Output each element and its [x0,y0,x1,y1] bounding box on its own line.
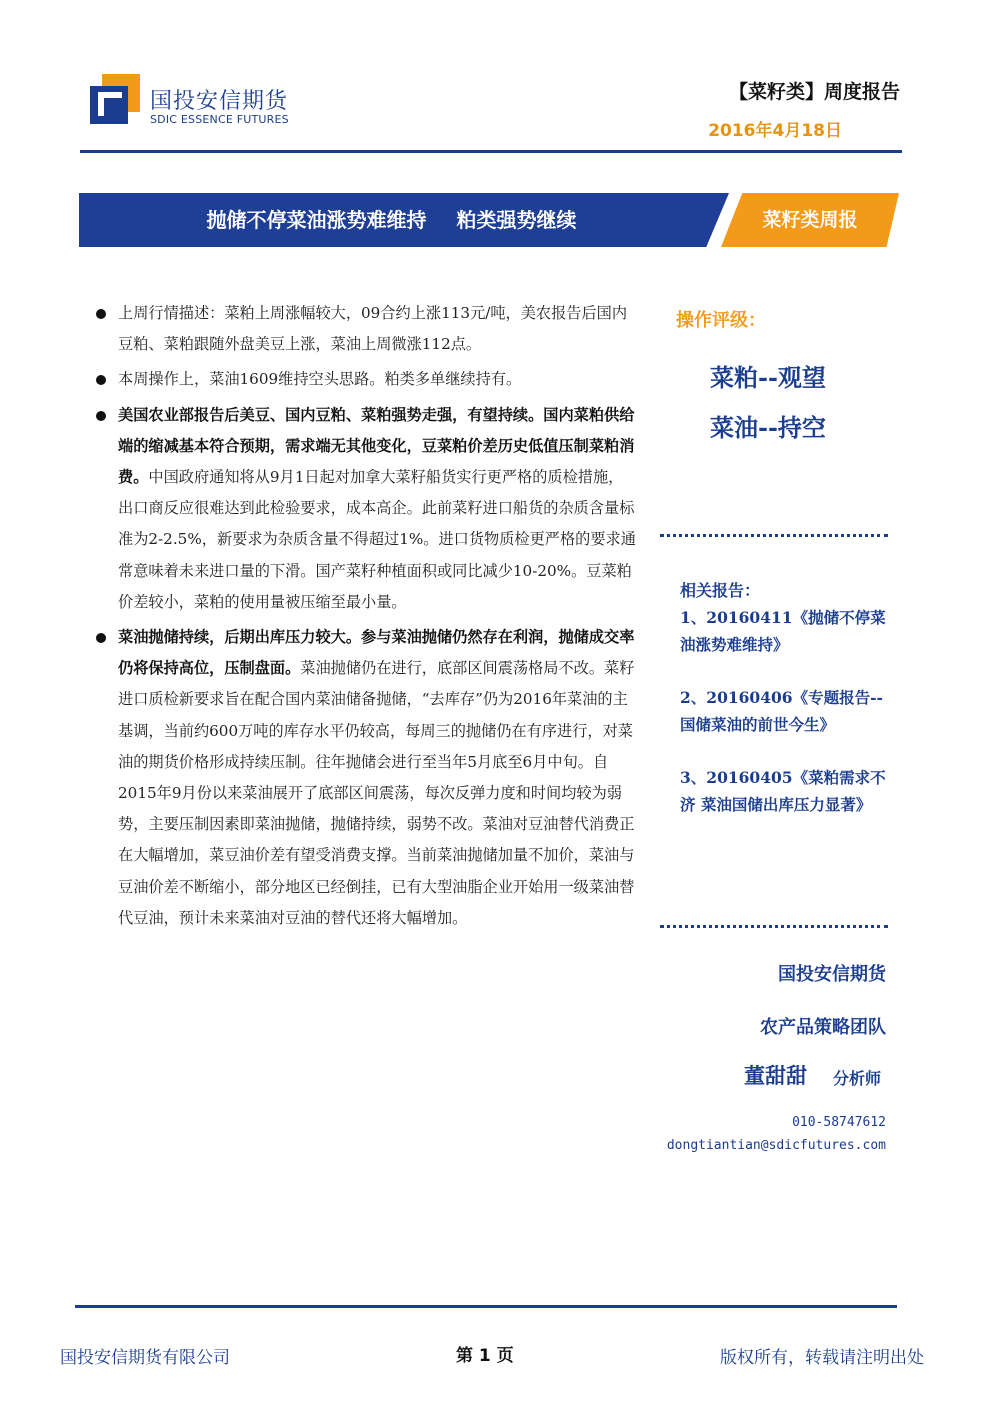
bullet-dot-icon [96,375,106,385]
logo-chinese-name: 国投安信期货 [150,89,289,114]
bullet-item [92,400,637,618]
bullet-emphasis: 美国农业部报告后美豆、国内豆粕、菜粕强势走强，有望持续。国内菜粕供给端的缩减基本符合预期，需求端无其他变化，豆菜粕价差历史低值压制菜粕消费。 [118,405,635,487]
operation-rating-title: 操作评级： [676,310,766,331]
company-name: 国投安信期货 [778,964,886,985]
bullet-text: 上周行情描述：菜粕上周涨幅较大，09合约上涨113元/吨，美农报告后国内豆粕、菜粕跟随外盘美豆上涨，菜油上周微涨112点。 [118,304,628,354]
bullet-dot-icon [96,309,106,319]
footer-company: 国投安信期货有限公司 [60,1348,230,1368]
sidebar-divider [660,925,888,928]
team-name: 农产品策略团队 [760,1017,886,1038]
related-report-link[interactable]: 2、20160406《专题报告--国储菜油的前世今生》 [680,688,883,734]
footer-copyright: 版权所有，转载请注明出处 [720,1348,924,1368]
analyst-email[interactable]: dongtiantian@sdicfutures.com [666,1138,886,1153]
report-type: 【菜籽类】周度报告 [728,81,900,103]
logo-english-name: SDIC ESSENCE FUTURES [150,113,289,126]
report-title-part2: 粕类强势继续 [456,208,577,232]
bullet-text: 中国政府通知将从9月1日起对加拿大菜籽船货实行更严格的质检措施，出口商反应很难达到此检验要求，成本高企。此前菜籽进口船货的杂质含量标准为2-2.5%，新要求为杂质含量不得超过1%。进口货物质检更严格的要求通常意味着未来进口量的下滑。国产菜籽种植面积或同比减少10-20%。豆菜粕价差较小，菜粕的使用量被压缩至最小量。 [118,468,636,611]
analyst-role: 分析师 [833,1069,882,1088]
related-report-link[interactable]: 3、20160405《菜粕需求不济 菜油国储出库压力显著》 [680,768,886,814]
sidebar-divider [660,534,888,537]
related-reports-title: 相关报告： [680,581,761,600]
bullet-text: 菜油抛储仍在进行，底部区间震荡格局不改。菜籽进口质检新要求旨在配合国内菜油储备抛储，“去库存”仍为2016年菜油的主基调，当前约600万吨的库存水平仍较高，每周三的抛储仍在有序进行，对菜油的期货价格形成持续压制。往年抛储会进行至当年5月底至6月中旬。自2015年9月份以来菜油展开了底部区间震荡，每次反弹力度和时间均较为弱势，主要压制因素即菜油抛储，抛储持续，弱势不改。菜油对豆油替代消费正在大幅增加，菜豆油价差有望受消费支撑。当前菜油抛储加量不加价，菜油与豆油价差不断缩小，部分地区已经倒挂，已有大型油脂企业开始用一级菜油替代豆油，预计未来菜油对豆油的替代还将大幅增加。 [118,659,635,927]
bullet-text: 本周操作上，菜油1609维持空头思路。粕类多单继续持有。 [118,370,522,389]
page-number: 第 1 页 [456,1346,514,1366]
footer-divider [75,1305,897,1308]
bullet-dot-icon [96,411,106,421]
report-tag: 菜籽类周报 [762,209,858,231]
header-divider [80,150,902,153]
bullet-dot-icon [96,633,106,643]
related-report-link[interactable]: 1、20160411《抛储不停菜油涨势难维持》 [680,608,886,654]
bullet-item [92,364,637,395]
rating-rapeseed-meal: 菜粕--观望 [710,363,826,392]
report-title [79,193,704,247]
bullet-item [92,298,637,360]
bullet-emphasis: 菜油抛储持续，后期出库压力较大。参与菜油抛储仍然存在利润，抛储成交率仍将保持高位，压制盘面。 [118,628,635,678]
analyst-name: 董甜甜 [744,1064,807,1088]
analyst-phone: 010-58747612 [792,1115,886,1130]
report-title-part1: 抛储不停菜油涨势难维持 [206,208,427,232]
rating-rapeseed-oil: 菜油--持空 [710,413,826,442]
company-logo-icon [90,74,140,124]
bullet-item [92,622,637,934]
report-date: 2016年4月18日 [708,121,842,141]
main-content [92,298,637,938]
